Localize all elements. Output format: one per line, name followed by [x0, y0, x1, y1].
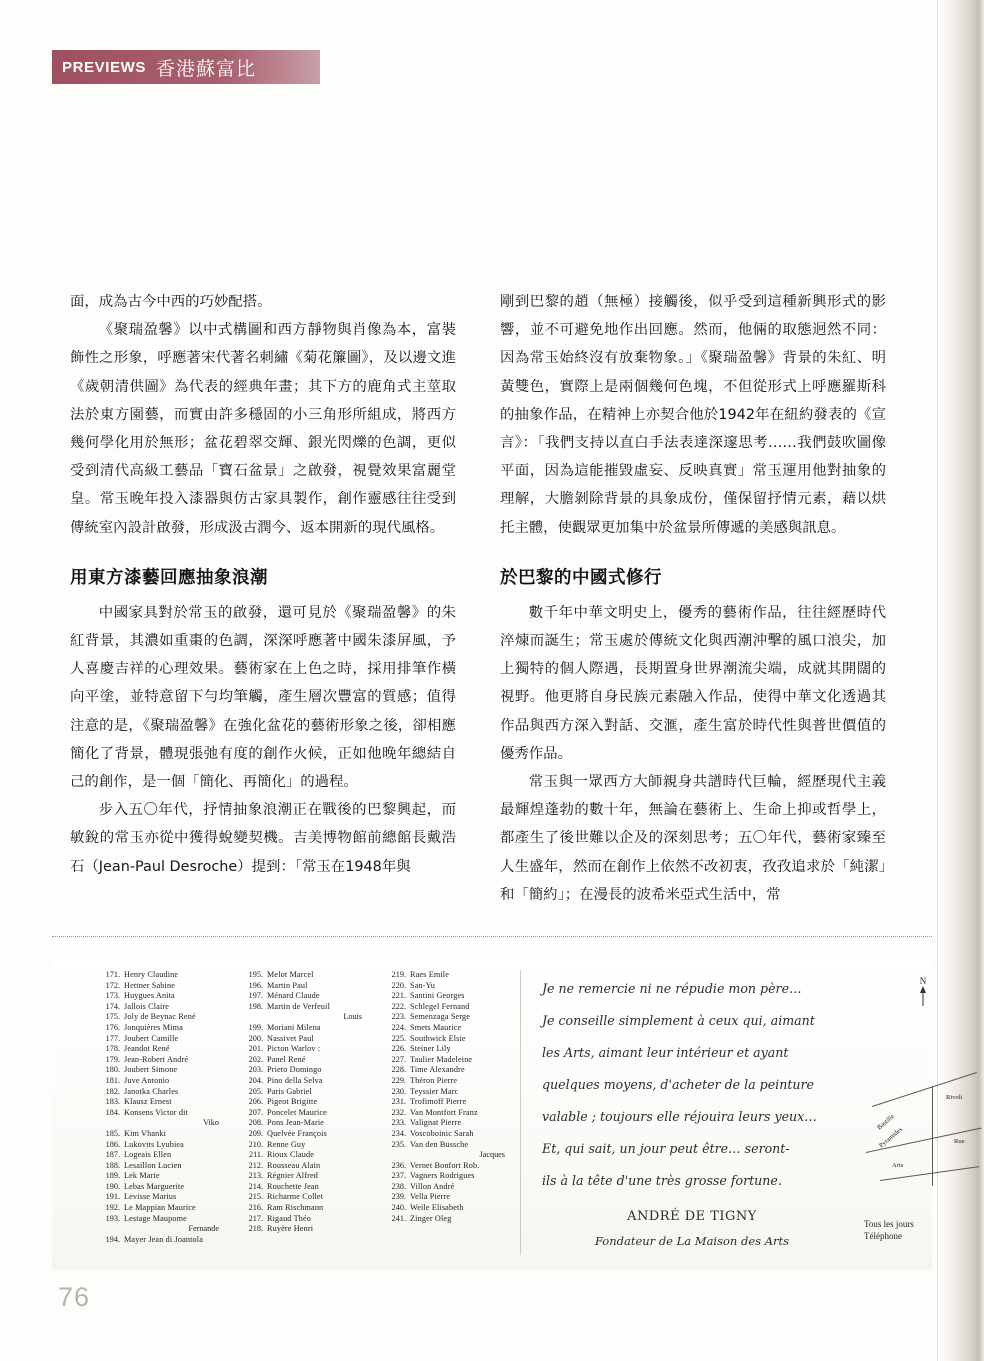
name-list-item: 181. Juve Antonio [105, 1075, 170, 1085]
letter-line: valable ; toujours elle réjouira leurs yeux… [542, 1109, 817, 1124]
name-list-item: 216. Ram Rischmann [248, 1203, 324, 1213]
name-list-item: 220. San-Yu [391, 980, 436, 990]
name-list-item: 209. Quelvée François [248, 1128, 327, 1138]
name-list-item: 236. Vernet Bonfort Rob. [391, 1160, 480, 1170]
map-fragment [862, 966, 982, 1256]
paragraph: 面，成為古今中西的巧妙配搭。 [70, 294, 272, 310]
name-list-item: Jacques [479, 1150, 505, 1160]
section-header [52, 50, 256, 84]
name-list-item: 217. Rigaud Théo [248, 1213, 312, 1223]
letter-line: les Arts, aimant leur intérieur et ayant [542, 1045, 789, 1060]
article-body [70, 288, 886, 909]
name-list-item: 227. Taulier Madeleine [391, 1054, 473, 1064]
name-list-item: 233. Valignat Pierre [391, 1118, 462, 1128]
name-list-item: 205. Paris Gabriel [248, 1086, 312, 1096]
paragraph: 剛到巴黎的趙（無極）接觸後，似乎受到這種新興形式的影響，並不可避免地作出回應。然而，他倆的取態迥然不同：因為常玉始終沒有放棄物象。」《聚瑞盈馨》背景的朱紅、明黃雙色，實際上是兩個幾何色塊，不但從形式上呼應羅斯科的抽象作品，在精神上亦契合他於1942年在紐約發表的《宣言》：「我們支持以直白手法表達深邃思考……我們鼓吹圖像平面，因為這能摧毀虛妄、反映真實」常玉運用他對抽象的理解，大膽剝除背景的具象成份，僅保留抒情元素，藉以烘托主體，使觀眾更加集中於盆景所傳遞的美感與訊息。 [500, 294, 886, 536]
name-list-item: 202. Panel René [248, 1054, 306, 1064]
name-list-item: 176. Jonquières Mima [105, 1022, 183, 1032]
subheading: 於巴黎的中國式修行 [500, 567, 662, 588]
letter-line: Je ne remercie ni ne répudie mon père… [542, 981, 802, 996]
name-list-item: 180. Joubert Simone [105, 1065, 178, 1075]
name-list-item: 218. Ruyère Henri [248, 1224, 314, 1234]
name-list-item: 198. Martin de Verfeuil [248, 1001, 331, 1011]
name-list-item: 206. Pigeot Brigitte [248, 1097, 318, 1107]
map-footer [864, 1218, 984, 1242]
name-list-item: Fernande [188, 1224, 219, 1234]
name-list-item: 203. Prieto Domingo [248, 1065, 322, 1075]
name-list-item: 175. Joly de Beynac René [105, 1012, 196, 1022]
name-list-item: 187. Logeais Ellen [105, 1150, 172, 1160]
subheading: 用東方漆藝回應抽象浪潮 [70, 567, 268, 588]
name-list-item: 189. Lek Marie [105, 1171, 160, 1181]
name-list-item: 240. Weile Elisabeth [391, 1203, 464, 1213]
name-list-item: 212. Rousseau Alain [248, 1160, 321, 1170]
paragraph: 步入五〇年代，抒情抽象浪潮正在戰後的巴黎興起，而敏銳的常玉亦從中獲得蛻變契機。吉美博物館前總館長戴浩石（Jean-Paul Desroche）提到：「常玉在1948年與 [70, 802, 456, 875]
name-list-item: Louis [343, 1012, 362, 1022]
article-column-left [70, 288, 456, 909]
map-label: Bastille [876, 1113, 896, 1132]
name-list-item: 171. Henry Claudine [105, 970, 179, 979]
name-list-item: Viko [203, 1118, 219, 1128]
letter-signature-subtitle: Fondateur de La Maison des Arts [594, 1234, 790, 1248]
name-list-item: 222. Schlegel Fernand [391, 1001, 470, 1011]
section-divider [52, 936, 932, 937]
map-footer-line: Téléphone [864, 1231, 902, 1241]
name-list-item: 210. Renne Guy [248, 1139, 306, 1149]
name-list-item: 230. Teyssier Marc [391, 1086, 459, 1096]
name-list-item: 193. Lestage Maupome [105, 1213, 187, 1223]
name-list-item: 182. Janotka Charles [105, 1086, 179, 1096]
name-list-column-3 [386, 970, 519, 1245]
letter-line: quelques moyens, d'acheter de la peinture [542, 1077, 814, 1092]
name-list-item: 191. Levisse Marius [105, 1192, 177, 1202]
name-list-item: 192. Le Mappian Maurice [105, 1203, 196, 1213]
compass-needle-icon [918, 986, 928, 1008]
name-list-item: 235. Van den Bussche [391, 1139, 469, 1149]
letter-line: Et, qui sait, un jour peut être… seront- [542, 1141, 790, 1156]
map-label: Rivoli [946, 1094, 963, 1101]
page-number: 76 [58, 1282, 91, 1312]
name-list-item: 201. Picton Warlov : [248, 1044, 321, 1054]
letter-signature: ANDRÉ DE TIGNY [627, 1209, 757, 1224]
name-list-item: 194. Mayer Jean di Joantola [105, 1234, 204, 1244]
name-list-item: 172. Hettner Sabine [105, 980, 175, 990]
name-list-item: 178. Jeandot René [105, 1044, 170, 1054]
compass-icon [918, 976, 928, 1010]
name-list-column-1 [100, 970, 233, 1245]
paragraph: 常玉與一眾西方大師親身共譜時代巨輪，經歷現代主義最輝煌蓬勃的數十年，無論在藝術上、生命上抑或哲學上，都產生了後世難以企及的深刻思考；五〇年代，藝術家臻至人生盛年，然而在創作上依然不改初衷，孜孜追求於「純潔」和「簡約」；在漫長的波希米亞式生活中，常 [500, 774, 886, 903]
name-list-item: 174. Jallois Claire [105, 1001, 170, 1011]
name-list-item: 195. Melot Marcel [248, 970, 314, 979]
name-list-item: 186. Lukovits Lyubiea [105, 1139, 184, 1149]
compass-label: N [919, 976, 927, 986]
article-column-right [500, 288, 886, 909]
name-list-item: 231. Trofimoff Pierre [391, 1097, 467, 1107]
map-road [932, 1086, 933, 1186]
paragraph: 數千年中華文明史上，優秀的藝術作品，往往經歷時代淬煉而誕生；常玉處於傳統文化與西潮沖擊的風口浪尖，加上獨特的個人際遇，長期置身世界潮流尖端，成就其開闊的視野。他更將自身民族元素融入作品，使得中華文化透過其作品與西方深入對話、交滙，產生富於時代性與普世價值的優秀作品。 [500, 604, 886, 762]
artist-name-list [100, 970, 521, 1255]
name-list-item: 179. Jean-Robert André [105, 1054, 189, 1064]
name-list-item: 219. Raes Emile [391, 970, 450, 979]
name-list-item: 225. Southwick Elsie [391, 1033, 466, 1043]
name-list-item: 213. Régnier Alfred [248, 1171, 318, 1181]
french-letter-text [542, 978, 842, 1252]
name-list-item: 237. Vagners Rodrigues [391, 1171, 475, 1181]
paragraph: 《聚瑞盈馨》以中式構圖和西方靜物與肖像為本，富裝飾性之形象，呼應著宋代著名刺繡《菊花簾圖》，及以邊文進《歲朝清供圖》為代表的經典年畫；其下方的鹿角式主莖取法於東方園藝，而實由許多穩固的小三角形所組成，將西方幾何學化用於無形；盆花碧翠交輝、銀光閃爍的色調，更似受到清代高級工藝品「寶石盆景」之啟發，視覺效果富麗堂皇。常玉晚年投入漆器與仿古家具製作，創作靈感往往受到傳統室內設計啟發，形成汲古潤今、返本開新的現代風格。 [70, 322, 456, 536]
letter-line: ils à la tête d'une très grosse fortune. [542, 1173, 782, 1188]
map-label: Rue [954, 1138, 965, 1145]
name-list-item: 229. Théron Pierre [391, 1075, 458, 1085]
name-list-column-2 [243, 970, 376, 1245]
letter-line: Je conseille simplement à ceux qui, aimant [542, 1013, 815, 1028]
name-list-item: 234. Voscoboinic Sarah [391, 1128, 474, 1138]
name-list-item: 214. Rouchette Jean [248, 1181, 319, 1191]
name-list-item: 221. Santini Georges [391, 991, 465, 1001]
map-label: Arts [892, 1162, 904, 1169]
map-label: Pyramides [878, 1126, 904, 1150]
name-list-item: 185. Kim Vhanki [105, 1128, 167, 1138]
name-list-item: 177. Joubert Camille [105, 1033, 179, 1043]
name-list-item: 204. Pino della Selva [248, 1075, 323, 1085]
map-footer-line: Tous les jours [864, 1219, 914, 1229]
name-list-item: 211. Rioux Claude [248, 1150, 315, 1160]
name-list-item: 190. Lebas Marguerite [105, 1181, 185, 1191]
name-list-item: 223. Semenzaga Serge [391, 1012, 471, 1022]
name-list-item: 196. Martin Paul [248, 980, 308, 990]
name-list-item: 232. Van Montfort Franz [391, 1107, 478, 1117]
bottom-artwork-figure [52, 960, 965, 1270]
name-list-item: 199. Moriani Milena [248, 1022, 321, 1032]
name-list-item: 183. Klausz Ernest [105, 1097, 172, 1107]
name-list-item: 215. Richarme Collet [248, 1192, 324, 1202]
map-road [872, 1072, 977, 1107]
name-list-item: 173. Huygues Anita [105, 991, 175, 1001]
name-list-item: 239. Vella Pierre [391, 1192, 451, 1202]
name-list-item: 241. Zinger Oleg [391, 1213, 452, 1223]
name-list-item: 188. Lesaillon Lucien [105, 1160, 182, 1170]
name-list-item: 228. Time Alexandre [391, 1065, 465, 1075]
name-list-item: 224. Smets Maurice [391, 1022, 462, 1032]
name-list-item: 184. Konsens Victor dit [105, 1107, 188, 1117]
name-list-item: 197. Ménard Claude [248, 991, 320, 1001]
paragraph: 中國家具對於常玉的啟發，還可見於《聚瑞盈馨》的朱紅背景，其濃如重棗的色調，深深呼應著中國朱漆屏風，予人喜慶吉祥的心理效果。藝術家在上色之時，採用排筆作橫向平塗，並特意留下勻均筆觸，產生層次豐富的質感；值得注意的是，《聚瑞盈馨》在強化盆花的藝術形象之後，卻相應簡化了背景，體現張弛有度的創作火候，正如他晚年總結自己的創作，是一個「簡化、再簡化」的過程。 [70, 604, 456, 791]
name-list-item: 200. Nassivet Paul [248, 1033, 314, 1043]
section-title-chinese: 香港蘇富比 [155, 57, 256, 80]
name-list-item: 207. Poncelet Maurice [248, 1107, 327, 1117]
name-list-item: 208. Pons Jean-Marie [248, 1118, 325, 1128]
name-list-item: 238. Villon André [391, 1181, 455, 1191]
name-list-item: 226. Steiner Lily [391, 1044, 451, 1054]
section-label: PREVIEWS [62, 58, 146, 76]
